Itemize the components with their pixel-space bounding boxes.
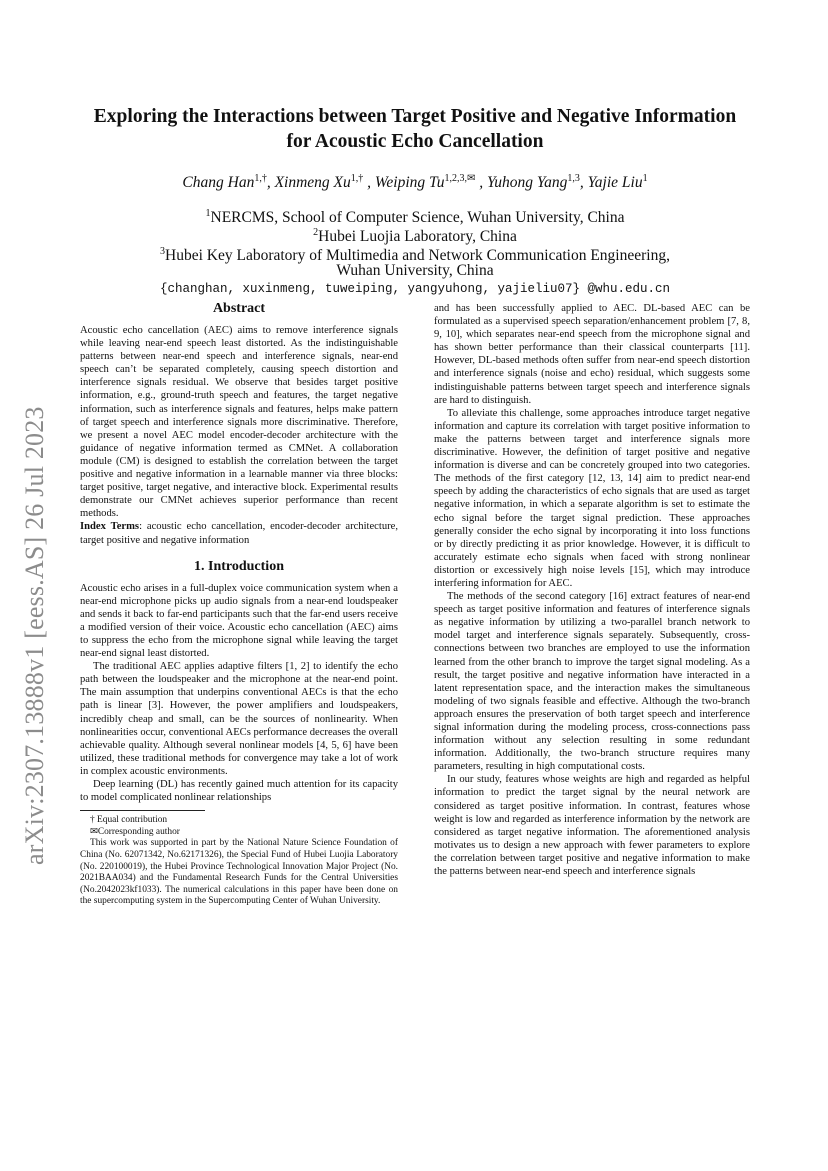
author-name: Yajie Liu — [587, 174, 643, 192]
affiliation-marker: 1 — [205, 208, 211, 219]
right-paragraph-1: and has been successfully applied to AEC. DL-based AEC can be formulated as a supervised speech separation/enhancement problem [7, 8, 9, 10], which separates near-end speech from the microphone signal and has shown better performance than their classical counterparts [11]. However, DL-based methods often suffer from near-end speech distortion and interference signals (noise and echo) residual, which suggests some indistinguishable patterns between target speech and interference signals are hard to distinguish. — [434, 303, 750, 406]
author-separator: , — [475, 174, 488, 192]
affiliation-marker: 2 — [313, 227, 319, 238]
author-name: Xinmeng Xu — [274, 174, 351, 192]
intro-paragraph-3: Deep learning (DL) has recently gained much attention for its capacity to model complicated nonlinear relationships — [80, 779, 398, 804]
title-line-2: for Acoustic Echo Cancellation — [286, 131, 544, 152]
left-column — [80, 300, 398, 908]
abstract-heading: Abstract — [212, 301, 266, 316]
author-name: Yuhong Yang — [487, 174, 568, 192]
intro-paragraph-1: Acoustic echo arises in a full-duplex voice communication system when a near-end microphone picks up audio signals from a near-end loudspeaker and sends it back to far-end participants such that the far-end users receive a modified version of their voice. Acoustic echo cancellation (AEC) aims to suppress the echo from the microphone signal while leaving the target near-end signal least distorted. — [80, 582, 398, 660]
intro-paragraph-2: The traditional AEC applies adaptive filters [1, 2] to identify the echo path between the loudspeaker and the microphone at the near-end point. The main assumption that underpins conventional AECs is that the echo path is linear [3]. However, the power amplifiers and loudspeakers, incredibly cheap and small, can be the sources of nonlinearity. When nonlinearities occur, conventional AECs performance decreases the overall achievable quality. Although several nonlinear models [4, 5, 6] have been utilized, these traditional methods for convergence may take a lot of work in complex acoustic environments. — [80, 661, 398, 777]
author-superscript: 1,† — [254, 173, 267, 184]
affiliation-text: NERCMS, School of Computer Science, Wuhan University, China — [210, 209, 625, 227]
footnotes — [80, 815, 398, 908]
author-separator: , — [363, 174, 375, 192]
footnote-funding: This work was supported in part by the National Nature Science Foundation of China (No. 62071342, No.62171326), the Special Fund of Hubei Luojia Laboratory (No. 220100019), the Hubei Province Technological Innovation Major Project (No. 2021BAA034) and the Fundamental Research Funds for the Central Universities (No.2042023kf1033). The numerical calculations in this paper have been done on the supercomputing system in the Supercomputing Center of Wuhan University. — [80, 838, 398, 907]
author-superscript: 1,2,3,✉ — [444, 173, 476, 184]
footnote-equal-contribution: † Equal contribution — [90, 815, 168, 826]
affiliation-3-continued: Wuhan University, China — [336, 262, 494, 279]
index-terms-label: Index Terms — [80, 521, 140, 533]
affiliation-marker: 3 — [160, 246, 166, 257]
author-superscript: 1,3 — [567, 173, 580, 184]
paper-title — [70, 104, 760, 154]
author-emails: {changhan, xuxinmeng, tuweiping, yangyuhong, yajieliu07} @whu.edu.cn — [159, 282, 671, 296]
footnote-corresponding-author: ✉Corresponding author — [90, 826, 180, 837]
index-terms — [80, 520, 398, 546]
author-superscript: 1,† — [350, 173, 364, 184]
affiliation-text: Hubei Luojia Laboratory, China — [318, 228, 517, 246]
author-name: Chang Han — [182, 174, 255, 192]
abstract-text: Acoustic echo cancellation (AEC) aims to remove interference signals while leaving near-end speech least distorted. As the indistinguishable patterns between near-end speech and interference signals, near-end speech can’t be separated completely, causing speech distortion and interference signals residual. We observe that besides target positive information, e.g., ground-truth speech and features, the target negative information, such as interference signals and features, helps make pattern of target speech and interference signals more discriminative. Therefore, we present a novel AEC model encoder-decoder architecture with the guidance of negative information termed as CMNet. A collaboration module (CM) is designed to establish the correlation between the target positive and negative information in a learnable manner via three blocks: target positive, target negative, and interactive block. Experimental results demonstrate our CMNet achieves superior performance than recent methods. — [80, 325, 398, 520]
arxiv-identifier: arXiv:2307.13888v1 [eess.AS] 26 Jul 2023 — [20, 406, 49, 865]
index-terms-text: : acoustic echo cancellation, encoder-decoder architecture, target positive and negative information — [80, 521, 399, 546]
author-name: Weiping Tu — [374, 174, 445, 192]
right-paragraph-2: To alleviate this challenge, some approaches introduce target negative information and capture its correlation with target positive information to make the patterns between target and interference signals more discriminative. However, the definition of target positive and negative information is diverse and can be concretely grouped into two categories. The methods of the first category [12, 13, 14] aim to predict near-end speech by adding the characteristics of echo signals that are used as target negative information, in which a separate algorithm is set to estimate the echo signal before the target signal prediction. These approaches generally consider the echo signal by incorporating it into loss functions or by directly predicting it as prior knowledge. However, it is difficult to accurately estimate echo signals when faced with strong nonlinear distortion or excessively high noise levels [15], which may introduce interfering information for AEC. — [434, 407, 750, 589]
author-superscript: 1 — [642, 173, 648, 184]
footnote-divider — [80, 810, 205, 811]
affiliation-text: Hubei Key Laboratory of Multimedia and Network Communication Engineering, — [165, 247, 670, 265]
right-column — [434, 302, 750, 878]
author-separator: , — [266, 174, 275, 192]
author-separator: , — [579, 174, 588, 192]
right-paragraph-4: In our study, features whose weights are high and regarded as helpful information to predict the target signal by the neural network are considered as target positive information. In contrast, features whose weight is low and regarded as interference information by the network are considered as target negative information. The aforementioned analysis motivates us to design a new approach with fewer parameters to explore the correlation between target positive and negative information to make the patterns between near-end speech and interference signals — [434, 774, 750, 878]
right-paragraph-3: The methods of the second category [16] extract features of near-end speech as target positive information and features of interference signals as negative information by utilizing a two-parallel branch network to model target and interference signals separately. Subsequently, cross-connections between two branches are employed to use the information learned from the other branch to improve the target signal modeling. As a result, the target positive and negative information have interacted in a latent representation space, and the interaction makes the simultaneous modeling of two signals feasible and effective. Although the two-branch approach ensures the preservation of both target speech and interference signal information during the modeling process, cross-connections pass information without any selection resulting in some redundant information. Additionally, the two-branch structure requires many parameters, resulting in high computational costs. — [434, 591, 750, 773]
author-list — [70, 169, 760, 193]
title-line-1: Exploring the Interactions between Target Positive and Negative Information — [93, 106, 737, 127]
introduction-heading: 1. Introduction — [194, 558, 284, 574]
